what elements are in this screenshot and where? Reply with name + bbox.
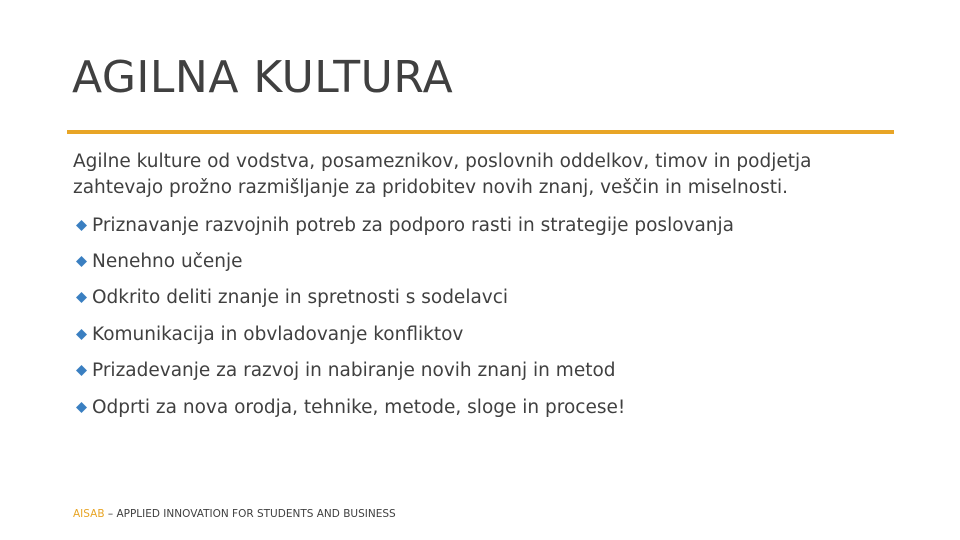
footer-brand: AISAB [73,508,105,520]
bullet-item [76,207,734,243]
bullet-item [76,316,734,352]
bullet-text: Odprti za nova orodja, tehnike, metode, sloge in procese! [92,396,626,418]
bullet-text: Priznavanje razvojnih potreb za podporo rasti in strategije poslovanja [92,214,735,236]
bullet-text: Komunikacija in obvladovanje konfliktov [92,323,464,345]
diamond-icon [76,365,87,376]
bullet-text: Prizadevanje za razvoj in nabiranje novih znanj in metod [92,360,616,382]
diamond-icon [76,220,87,231]
title-divider [67,130,894,134]
footer-text: – APPLIED INNOVATION FOR STUDENTS AND BUSINESS [104,508,396,520]
intro-paragraph: Agilne kulture od vodstva, posameznikov, poslovnih oddelkov, timov in podjetja zahtevajo prožno razmišljanje za pridobitev novih znanj, veščin in miselnosti. [73,151,812,198]
bullet-item [76,280,734,316]
bullet-item [76,243,734,279]
bullet-item [76,353,734,389]
diamond-icon [76,329,87,340]
bullet-list [76,207,734,425]
bullet-text: Odkrito deliti znanje in spretnosti s sodelavci [92,287,509,309]
slide-title: AGILNA KULTURA [72,52,454,103]
bullet-text: Nenehno učenje [92,251,243,273]
diamond-icon [76,292,87,303]
footer [73,508,396,520]
diamond-icon [76,402,87,413]
bullet-item [76,389,734,425]
diamond-icon [76,256,87,267]
